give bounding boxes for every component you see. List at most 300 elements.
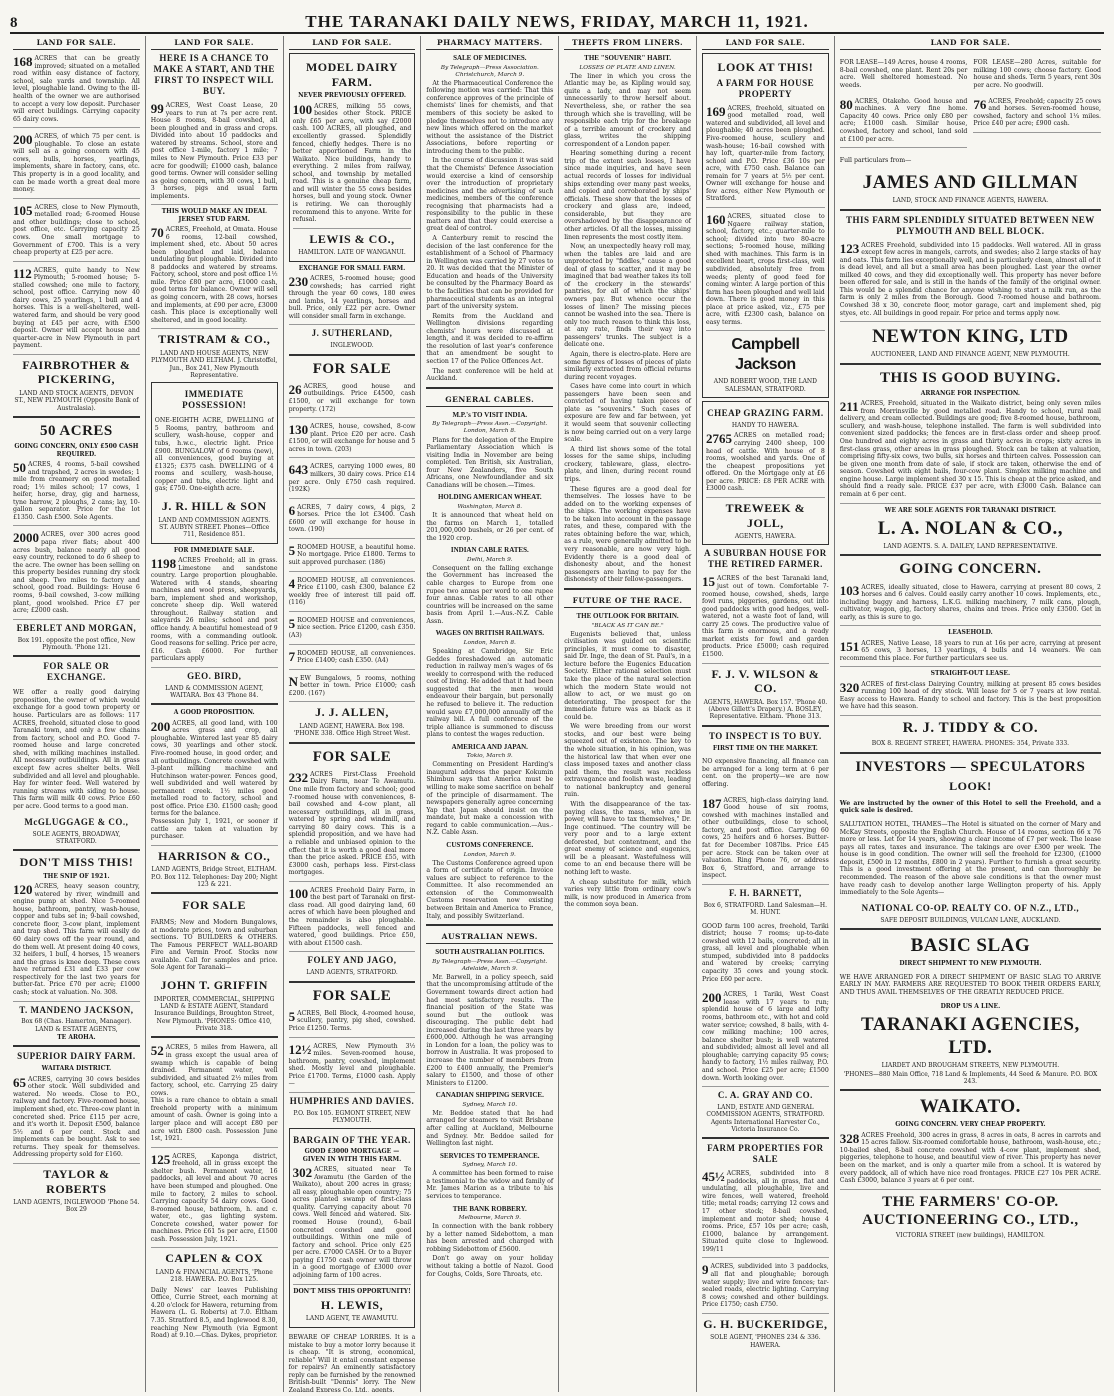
ad-acre-number: 169 xyxy=(705,103,726,119)
agent-name: TREWEEK & JOLL, xyxy=(725,500,806,530)
ad-acre-number: 230 xyxy=(288,273,309,289)
ad-acre-number: 200 xyxy=(150,718,171,734)
ad-text: ACRES, 7 dairy cows, 4 pigs, 2 horses. Price the lot £3400. Cash £600 or will exchange for house in town. (190) xyxy=(288,503,416,534)
section-header: LAND FOR SALE. xyxy=(702,36,829,50)
subheading: FIRST TIME ON THE MARKET. xyxy=(712,744,818,752)
ad-item xyxy=(289,421,416,458)
ad-text: ACRES, carrying 1000 ewes, 80 milkers, 30 dairy cows. Price £14 per acre. Only £750 cash required. (192K) xyxy=(288,463,416,494)
ad-100-acres xyxy=(293,101,412,229)
subheading: FOR SALE OR EXCHANGE. xyxy=(43,661,110,683)
article-subheading: "BLACK AS IT CAN BE." xyxy=(591,622,664,629)
ad-acre-number: 125 xyxy=(150,1151,171,1167)
heading: INVESTORS — SPECULATORS xyxy=(855,758,1086,775)
ad-151-acres xyxy=(840,638,1101,668)
ad-99-acres xyxy=(151,100,278,205)
agent-details: Box 6, STRATFORD. Land Salesman—H. M. HUNT. xyxy=(703,901,828,917)
agent-name: J. SUTHERLAND, xyxy=(311,328,393,339)
article-heading: HOLDING AMERICAN WHEAT. xyxy=(437,493,542,502)
ad-item xyxy=(289,461,416,498)
agent-details: Box 68 (Chas. Hamerton, Manager). LAND & ESTATE AGENTS, xyxy=(21,1018,132,1033)
divider xyxy=(564,588,691,590)
agent-details: SAFE DEPOSIT BUILDINGS, VULCAN LANE, AUCKLAND. xyxy=(880,916,1061,924)
divider xyxy=(840,1089,1101,1091)
agent-details: LAND AGENTS, STRATFORD. xyxy=(306,969,398,977)
divider xyxy=(840,554,1101,556)
heading: THIS FARM SPLENDIDLY SITUATED BETWEEN NEW PLYMOUTH AND BELL BLOCK. xyxy=(845,214,1095,236)
ad-text: ACRES, Otakeho. Good house and machines. A very fine home. Capacity 40 cows. Price only £80 per acre; £1000 cash. Similar house, cowshed, factory and school, land sold at £100 per acre. xyxy=(839,97,968,143)
agent-details: AND ROBERT WOOD, THE LAND SALESMAN, STRATFORD. xyxy=(713,378,817,393)
article-heading: THE OUTLOOK FOR BRITAIN. xyxy=(576,612,679,620)
heading: THIS IS GOOD BUYING. xyxy=(879,369,1061,386)
agent-name: LEWIS & CO., xyxy=(309,231,395,246)
subheading: THE SNIP OF 1921. xyxy=(43,872,110,880)
subheading: GOING CONCERN, ONLY £500 CASH REQUIRED. xyxy=(14,443,139,458)
ad-acre-number: 5 xyxy=(288,1008,296,1024)
subheading: THIS WOULD MAKE AN IDEAL JERSEY STUD FARM. xyxy=(161,208,267,223)
agent-name: HUMPHRIES AND DAVIES. xyxy=(289,1095,415,1106)
ad-text: ACRES First-Class Freehold Dairy Farm, near Te Awamutu. One mile from factory and school; good 7-roomed house with conveniences, 8-bail cowshed and 4-cow plant, all necessary outbuildings, all in grass, watered by spring and windmill, and carrying 80 dairy cows. This is a splendid proposition, and we have had a reliable and unbiased opinion to the effect that it is worth a good deal more than the price asked. PRICE £55, with £3000 cash, perhaps less. First-class mortgages. xyxy=(288,770,416,877)
agent-details: HAMILTON. LATE OF WANGANUI. xyxy=(298,249,406,257)
section-header: LAND FOR SALE. xyxy=(151,36,278,50)
ad-text: FOR LEASE—280 Acres, suitable for milking 100 cows; choose factory. Good house and sheds. Term 5 years, rent 30s per acre. No goodwill. xyxy=(973,59,1101,90)
ad-text: ACRES Freehold, subdivided into 15 paddocks. Well watered. All in grass except few acres in mangels, carrots, and swedes; also 2 large stacks of hay and oats. This farm lies exceptionally well, and is particularly clean, almost all of it is dead level, and all but a small area has been ploughed. Last year the owner milked 40 cows, and they did exceptionally well. This property has never before been offered for sale, and is still in the hands of the family of the original owner. This would be a splendid chance for anyone wishing to start a milk run, as the farm is only 2 miles from the Borough. Good 7-roomed house and bathroom. Cowshed 38 x 30, concrete floor, motor garage, cart and implement shed, pig styes, etc. All buildings in good repair. For price and terms apply now. xyxy=(839,241,1101,317)
article-paragraph: The liner in which you cross the Atlantic may be, as Kipling would say, quite a lady, and may not seem unnecessarily to throw herself about. Nevertheless, she, or rather the sea through which she is travelling, will be responsible each trip for the breakage of a terrible amount of crockery and glass, writes the shipping correspondent of a London paper. xyxy=(564,72,691,148)
ad-acre-number: 187 xyxy=(701,795,722,811)
ad-acre-number: 76 xyxy=(973,96,987,112)
masthead xyxy=(10,6,1104,34)
ad-text: ROOMED HOUSE, a beautiful home. No mortgage. Price £1800. Terms to suit approved purchaser. (186) xyxy=(288,543,416,567)
dateline: London, March 9. xyxy=(463,851,516,858)
article-paragraph: Eugenists believed that, unless civilisation was guided on scientific principles, it must come to disaster, said Dr. Inge, the dean of St. Paul's, in a lecture before the Eugenics Education Society. Either rational selection must take the place of the natural selection which the modern State would not allow to act, or we must go on deteriorating. The prospect for the immediate future was as black as it could be. xyxy=(564,630,691,721)
ad-2765-acres xyxy=(706,430,825,498)
agent-name: G. H. BUCKERIDGE, xyxy=(703,1316,828,1331)
section-header: LAND FOR SALE. xyxy=(840,36,1101,50)
agent-details: LAND AND STOCK AGENTS, DEVON ST., NEW PLYMOUTH (Opposite Bank of Australasia). xyxy=(14,390,139,412)
ad-acre-number: 160 xyxy=(705,212,726,228)
ad-acre-number: 200 xyxy=(13,132,33,148)
article-heading: THE BANK ROBBERY. xyxy=(452,1204,527,1213)
ad-item xyxy=(289,381,416,418)
ad-acre-number: 15 xyxy=(701,574,715,590)
ad-text: FOR LEASE—149 Acres, house 4 rooms, 8-bail cowshed, one plant. Rent 20s per acre. Well sheltered homestead. No weeds. xyxy=(839,59,968,90)
agent-details: IMPORTER, COMMERCIAL, SHIPPING LAND & ESTATE AGENT, Standard Insurance Buildings, Broughton Street, New Plymouth. 'PHONES: Office 410, Private 318. xyxy=(153,995,275,1033)
heading: FOR SALE xyxy=(312,360,392,377)
ad-text: WE offer a really good dairying proposition, the owner of which would exchange for a good town property or house. Particulars are as follows: 117 ACRES, freehold, situated close to good Taranaki town, and only a few chains from factory, school and P.O. Good 7-roomed house and large concreted shed, with milking machines installed. All necessary outbuildings. All in grass except few acres shelter belts. Well subdivided and all level and ploughable. Hay for winter feed. Well watered by running streams with siding to house. This farm will milk 40 cows. Price £60 per acre. Good terms to a good man. xyxy=(13,689,140,810)
ad-text: ACRES, 1 Tariki, West Coast lease with 17 years to run; splendid house of 6 large and lofty rooms, bathroom etc., with hot and cold water service; cowshed, 8 bails, with 4-cow milking machine; 100 acres, balance shelter bush; is well watered and subdivided; almost all level and all ploughable; carrying capacity 95 cows; handy to factory, 1½ miles railway, P.O. and school. Price £25 per acre; £1500 down. Worth looking over. xyxy=(701,991,829,1082)
ad-acre-number: 2000 xyxy=(13,530,39,546)
ad-acre-number: 211 xyxy=(839,399,859,415)
ad-text: ACRES, Kaponga district, freehold, all in grass except the shelter bush. Permanent water, 16 paddocks, all level and about 70 acres have been stumped and ploughed. One mile to factory, 2 miles to school. Carrying capacity 54 dairy cows. Good 8-roomed house, bathroom, h. and c. water, etc., gas lighting system. Concrete cowshed, water power for machines. Price £61 5s per acre, £1500 cash. Possession July, 1921. xyxy=(150,1152,278,1243)
ad-acre-number: 80 xyxy=(839,96,853,112)
article-paragraph: Again, there is electro-plate. Here are some figures of losses of pieces of plate similarly extracted from official returns during recent voyages. xyxy=(564,350,691,381)
agent-name: TAYLOR & ROBERTS xyxy=(43,1166,110,1196)
article-title: AUSTRALIAN NEWS. xyxy=(426,930,553,944)
article-paragraph: Cases have come into court in which passengers have been seen and convicted of having taken pieces of plate as "souvenirs." Such cases of exposure are few and far between, yet it would seem that souvenir collecting is now being carried out on a very large scale. xyxy=(564,383,691,444)
agent-name: JAMES AND GILLMAN xyxy=(862,172,1079,194)
divider xyxy=(702,1137,829,1139)
ad-text: GOOD farm 100 acres, freehold, Tariki district; house 7 rooms; up-to-date cowshed with 12 bails, concreted; all in grass, all level and ploughable when stumped, subdivided into 8 paddocks and watered by creeks; carrying capacity 35 cows and young stock. Price £60 per acre. xyxy=(701,922,829,983)
ad-text: ACRES, 4 rooms, 5-bail cowshed and trapshed, 2 acres in swedes; 1 mile from creamery on good metalled road; 1½ miles school; 17 cows, 1 heifer, horse, dray, gig and harness, tyne harrow, 2 ploughs, 2 cans; lay, 10-gallon separator. Price for the lot £1350. Cash £500. Sole Agents. xyxy=(13,460,140,521)
divider xyxy=(151,703,278,705)
heading: BASIC SLAG xyxy=(910,935,1031,957)
agent-details: LAND, STOCK AND FINANCE AGENTS, HAWERA. xyxy=(892,197,1049,205)
agent-name: R. J. TIDDY & CO. xyxy=(902,720,1039,736)
ad-123-acres xyxy=(840,240,1101,323)
divider xyxy=(13,849,140,851)
ad-112-acres xyxy=(13,265,140,355)
agent-details: BOX 8. REGENT STREET, HAWERA. PHONES: 354, Private 333. xyxy=(871,740,1070,748)
agent-details: LAND AGENTS. S. A. DAILEY, LAND REPRESENTATIVE. xyxy=(883,543,1058,551)
divider xyxy=(13,655,140,657)
article-paragraph: The Customs Conference agreed upon a form of certificate of origin. Invoice values are subject to reference to the Committee. It also recommended an extension of the Commonwealth Customs reservation now existing between Britain and America to France, Italy, and possibly Switzerland. xyxy=(426,859,554,920)
ad-text: ACRES, subdivided into 3 paddocks, all flat and ploughable; borough water supply; live and wire fences; tar-sealed roads, electric lighting. Carrying 8 cows; cowshed and other buildings. Price £1750; cash £750. xyxy=(701,1263,829,1309)
dateline: Washington, March 8. xyxy=(457,504,523,510)
subheading: LOOK! xyxy=(949,778,992,793)
ad-acre-number: 105 xyxy=(13,202,33,218)
heading: FOR SALE xyxy=(182,898,247,913)
divider xyxy=(289,742,416,744)
heading: TO INSPECT IS TO BUY. xyxy=(708,730,822,741)
agent-details: LIARDET AND BROUGHAM STREETS, NEW PLYMOUTH. xyxy=(881,1062,1060,1070)
heading: WAIKATO. xyxy=(919,1096,1021,1118)
page-number: 8 xyxy=(10,15,18,31)
ad-9-acres xyxy=(702,1261,829,1313)
heading: FARM PROPERTIES FOR SALE xyxy=(707,1143,824,1165)
subheading: DIRECT SHIPMENT TO NEW PLYMOUTH. xyxy=(899,960,1042,968)
ad-52-acres xyxy=(151,1042,278,1147)
agent-name: FAIRBROTHER & PICKERING, xyxy=(22,357,131,387)
ad-12-acres xyxy=(289,1041,416,1093)
ad-text: Full particulars from— xyxy=(839,157,912,165)
article-paragraph: With the disappearance of the tax-paying class, the mass, who are in power, will have to tax themselves," Dr. Inge continued. "The country will be very poor and to a large extent deforested, but contentment, and the great enemy of science and eugenics, will be a pleasant. Wastefulness will come to an end because there will be nothing left to waste. xyxy=(564,800,691,877)
article-heading: WAGES ON BRITISH RAILWAYS. xyxy=(435,629,544,638)
heading: DON'T MISS THIS! xyxy=(19,855,134,870)
ad-1198-acres xyxy=(151,555,278,668)
heading: FOR SALE xyxy=(312,748,392,765)
heading: BARGAIN OF THE YEAR. xyxy=(293,1134,411,1145)
ad-text: ACRES, ideally situated, close to Hawera, carrying at present 80 cows, 2 horses and 6 calves. Could easily carry another 10 cows. Implements, etc., including buggy and harness, L.K.G. milking machinery, 7 milk cans, plough, cultivator, wagon, gig, factory shares, chains and trees. Price only £3500. Get in early, as this is sure to go. xyxy=(839,583,1101,621)
ad-text: ACRES, carrying 30 cows besides other stock. Well subdivided and watered. No weeds. Close to P.O., railway and factory. Five-roomed house, implement shed, etc. Three-cow plant in concreted shed. Price £115 per acre, and it's worth it. Deposit £500, balance 5½ and 6 per cent. Stock and implements can be bought. Ask to see returns. They speak for themselves. Addressing property sold for £160. xyxy=(13,1075,140,1159)
divider xyxy=(151,892,278,894)
agent-details: P.O. Box 105. EGMONT STREET, NEW PLYMOUTH. xyxy=(293,1109,411,1125)
ad-item xyxy=(289,575,416,612)
ad-2000-acres xyxy=(13,529,140,619)
article-title: THEFTS FROM LINERS. xyxy=(564,36,691,50)
subheading: A FARM FOR HOUSE PROPERTY xyxy=(716,77,815,99)
dateline: Melbourne, March 9. xyxy=(458,1215,521,1222)
subheading: HANDY TO HAWERA. xyxy=(731,422,799,430)
article-paragraph: We were breeding from our worst stocks, and our best were being squeezed out of existence. The key to the whole situation, in his opinion, was the historical law that when ever one class imposed taxes and another class paid them, the result was reckless extravagance and foolish waste, leading to national bankruptcy and general ruin. xyxy=(564,723,691,799)
ad-text: ACRES, Freehold, situated in the Waikato district, being only seven miles from Morrinsville by good metalled road. Handy to school, rural mail delivery, and cream collected. Buildings are good; five 8-roomed house, bathroom, scullery, and wash-house, telephone installed. The farm is well subdivided into convenient sized paddocks; the fences are in first-class order and sheep proof. One hundred and eighty acres in grass and thirty acres in crops; sixty acres in first-class grass, other areas in grass ploughed. Stock can be taken at valuation, comprising fifty-six cows, two bulls, six horses and thirteen calves. Possession can be given one month from date of sale, if stock are taken, otherwise the end of season. Cowshed with eight bails, four-cow plant. Simplex milking machine and engine house. Large implement shed 30 x 15. This is cheap at the price asked, and should find a ready sale. PRICE £37 per acre, with £3000 Cash. Balance can remain at 6 per cent. xyxy=(839,400,1101,498)
ad-text: ACRES Freehold; all in grass. Limestone and sandstone country. Large proportion ploughable. Watered with 4 stands, shearing machines and wool press, sheepyards, barn, implement shed and workshop, concrete sheep dip. Well watered throughout. Railway station and saleyards 26 miles; school and post office handy. A beautiful homestead of 9 rooms, with a commanding outlook. Good reasons for selling. Price per acre, £16. Cash £6000. For further particulars apply xyxy=(150,556,278,663)
ad-text: ACRES of first-class Dairying Country, milking at present 85 cows besides running 100 head of dry stock. Will lease for 5 or 7 years at low rental. Easy access to Hawera. Handy to school and factory. This is the best proposition we have had this season. xyxy=(839,680,1101,711)
article-paragraph: A third list shows some of the total losses for the same ships, including crockery, tableware, glass, electro-plate, and linen, during recent round trips. xyxy=(564,445,691,483)
ad-text: ACRES, Native Lease, 18 years to run at 16s per acre, carrying at present 65 cows, 3 horses, 13 yearlings, 4 bulls and 14 weaners. We can recommend this place. For further particulars see us. xyxy=(839,639,1101,662)
divider xyxy=(151,1036,278,1038)
ad-item xyxy=(289,648,416,670)
ad-acre-number: 643 xyxy=(288,462,309,478)
ad-acre-number: 151 xyxy=(839,638,860,654)
agent-name: NATIONAL CO-OP. REALTY CO. OF N.Z., LTD., xyxy=(861,902,1080,913)
columns xyxy=(8,36,1106,1392)
ad-acre-number: 123 xyxy=(839,240,860,256)
column-5 xyxy=(559,36,697,1392)
article-heading: INDIAN CABLE RATES. xyxy=(450,546,529,555)
agent-name: F. J. V. WILSON & CO. xyxy=(711,666,820,696)
ad-acre-number: 4 xyxy=(288,575,296,591)
ad-acre-number: 302 xyxy=(292,1165,313,1181)
article-paragraph: In connection with the bank robbery by a letter named Sidebottom, a man has been arrested and charged with robbing Sidebottom of £5600. xyxy=(426,1223,554,1253)
ad-text: ACRES Freehold, 300 acres in grass, 8 acres in oats, 8 acres in carrots and 15 acres fallow. Six-roomed comfortable house, bathroom, wash-house, etc.; 10-bailed shed, 8-bail concrete cowshed with 4-cow plant, implement shed, piggeries, telephone to house, and beautiful view of river. This property has never been on the market, and is only a quarter mile from a school. It is watered by every paddock, all of which have nice road frontages. PRICE £27 10s PER ACRE. Cash £3000, balance 3 years at 6 per cent. xyxy=(839,1131,1101,1185)
agent-details: AGENTS, HAWERA. xyxy=(734,533,796,541)
ad-328-acres xyxy=(840,1130,1101,1190)
ad-acre-number: 52 xyxy=(150,1043,164,1059)
divider xyxy=(702,725,829,727)
ad-text: ACRES, 5 miles from Hawera, all in grass except the usual area of swamp which is capable of being drained. Permanent water, well subdivided, and situated 2½ miles from factory, school, etc. Carrying 25 dairy cows. xyxy=(150,1044,278,1097)
dateline: By Telegraph—Press Assn.—Copyright. Adelaide, March 9. xyxy=(432,958,548,972)
agent-details: LAND & FINANCIAL AGENTS, 'Phone 218. HAWERA. P.O. Box 125. xyxy=(155,1269,273,1284)
ad-text: ACRES, of which 75 per cent. is ploughable. To close an estate will sell as a going concern with 45 cows, bulls, horses, yearlings, implements, share in factory, cans, etc. This property is in a good locality, and can be made worth a great deal more money. xyxy=(13,133,140,194)
ad-text: This is a rare chance to obtain a small freehold property with a minimum amount of cash. Owner is going into a larger place and will accept £80 per acre with £800 cash. Possession June 1st, 1921. xyxy=(150,1097,278,1143)
divider xyxy=(840,209,1101,211)
agent-name: GEO. BIRD, xyxy=(187,670,242,681)
ad-text: ROOMED HOUSE, all conveniences. Price £1100, cash £300, balance £2 weekly free of interest till paid off. (116) xyxy=(288,576,416,607)
immediate-possession-box xyxy=(151,382,278,544)
ad-232-acres xyxy=(289,769,416,882)
article-heading: CANADIAN SHIPPING SERVICE. xyxy=(435,1091,544,1100)
ad-acre-number: 5 xyxy=(288,542,296,558)
article-title: GENERAL CABLES. xyxy=(426,393,553,407)
article-paragraph: At the Pharmaceutical Conference the following motion was carried: That this conference approves of the principle of chemists' lines for chemists, and that members of this society be asked to pledge themselves not to introduce any new lines which offered on the market without the assistance of the District Associations, before reporting or introducing them to the public. xyxy=(426,79,554,155)
ad-item xyxy=(289,542,416,572)
ad-acre-number: 2765 xyxy=(705,431,732,447)
ad-text: ACRES, 5-roomed house; good cowsheds; has carried right through the year 60 cows, 180 ewes and lambs, 14 yearlings, horses and bull. Price, only £22 per acre. Owner will consider small farm in exchange. xyxy=(288,274,416,320)
heading: GOING CONCERN. xyxy=(899,561,1042,578)
heading: A SUBURBAN HOUSE FOR THE RETIRED FARMER. xyxy=(703,548,827,570)
ad-text: WE HAVE ARRANGED FOR A DIRECT SHIPMENT OF BASIC SLAG TO ARRIVE EARLY IN MAY. FARMERS ARE REQUESTED TO BOOK THEIR ORDERS EARLY, AND THUS AVAIL THEMSELVES OF THE GREATLY REDUCED PRICE. xyxy=(839,973,1101,996)
agent-name: THE FARMERS' CO-OP. AUCTIONEERING CO., LTD., xyxy=(862,1193,1079,1228)
article-paragraph: Mr. Barwell, in a policy speech, said that the uncompromising attitude of the Government towards direct action had had most satisfactory results. The financial position of the State was sound but the outlook was discouraging. The public debt had increased during the last three years by £600,000. Although he was arranging in London for a loan, the policy was to borrow in Australia. It was proposed to increase the number of members from £200 to £400 annually, the Premier's salary to £1500, and those of other Ministers to £1200. xyxy=(426,973,554,1087)
article-paragraph: In the course of discussion it was said that the Chemists' Defence Association would exercise a kind of censorship over the introduction of proprietary medicines and the advertising of such medicines, members of the conference recognising that pharmacists had a responsibility to the public in these matters and that they could exercise a great deal of control. xyxy=(426,157,554,233)
ad-65-acres xyxy=(13,1074,140,1164)
article-paragraph: A committee has been formed to raise a testimonial to the widow and family of Mr. James Marion as a tribute to his services to temperance. xyxy=(426,1170,554,1200)
heading: HERE IS A CHANCE TO MAKE A START, AND THE FIRST TO INSPECT WILL BUY. xyxy=(153,53,275,97)
article-paragraph: Mr. Beddoe stated that he had arranged for steamers to visit Brisbane after calling at Auckland, Melbourne and Sydney. Mr. Beddoe sailed for Wellington last night. xyxy=(426,1109,554,1148)
subheading: ARRANGE FOR INSPECTION. xyxy=(920,389,1021,397)
agent-name: McGLUGGAGE & CO., xyxy=(24,816,129,827)
article-paragraph: It is announced that wheat held on the farms on March 1, totalled 201,000,000 bushels, or 26 per cent. of the 1920 crop. xyxy=(426,512,554,542)
divider xyxy=(426,387,553,389)
ad-80-acres xyxy=(840,96,968,148)
article-heading: THE "SOUVENIR" HABIT. xyxy=(584,54,671,63)
article-heading: CUSTOMS CONFERENCE. xyxy=(446,840,534,849)
heading: IMMEDIATE POSSESSION! xyxy=(182,389,247,411)
heading: MODEL DAIRY FARM. xyxy=(305,60,399,89)
dateline: Sydney, March 10. xyxy=(462,1101,518,1108)
article-paragraph: Plans for the delegation of the Empire Parliamentary Association which is visiting India in November are being completed. Ten British, six Australian, four New Zealanders, five South Africans, one Newfoundlander and six Canadians will be chosen.—Times. xyxy=(426,436,554,489)
ad-acre-number: 100 xyxy=(292,101,313,117)
article-title: PHARMACY MATTERS. xyxy=(426,36,553,50)
article-subheading: LOSSES OF PLATE AND LINEN. xyxy=(579,64,676,71)
heading-50-acres: 50 ACRES xyxy=(40,423,113,440)
ad-text: ACRES, Bell Block, 4-roomed house, scullery, pantry, pig shed, cowshed. Price £1250. Terms. xyxy=(288,1009,416,1032)
dateline: Sydney, March 10. xyxy=(462,1162,518,1169)
ad-text: SALUTATION HOTEL, THAMES—The Hotel is situated on the corner of Mary and McKay Streets, opposite the English Church. House of 14 rooms, section 66 x 76 more or less. Let for 14 years, showing a clear income of £7 per week. The lease pays all rates, taxes and insurance. The takings are over £300 per week. The house is in good condition. The owner will sell the freehold for £2300, (£1000 deposit, £500 in 12 months, £800 in 2 years). Further to furnish a great security. This is a good investment offering at the present, and can thoroughly be recommended. The reason of the above sale conditions is that the owner must have ready cash to develop another large Wellington property of his. Apply immediately to the Sole Agents— xyxy=(839,821,1101,897)
lease-row xyxy=(840,53,1101,151)
dateline: By Telegraph—Press Association. Christchurch, March 9. xyxy=(440,64,539,78)
ad-text: ACRES, West Coast Lease, 20 years to run at 7s per acre rent. House 8 rooms, 8-bail cowshed, all been ploughed and in grass and crops. Divided into about 10 paddocks and watered by streams. School, store and post office 1-mile, factory 1 mile; 7 miles to New Plymouth. Price £33 per acre for goodwill; £1000 cash, balance good terms. Owner will consider selling as going concern, with 30 cows, 1 bull, 3 horses, pigs and usual farm implements. xyxy=(150,102,278,200)
ad-acre-number: 45½ xyxy=(701,1169,725,1185)
ad-200-acres xyxy=(702,989,829,1087)
ad-item xyxy=(289,502,416,539)
ad-text: ACRES Freehold Dairy Farm, in the best part of Taranaki on first-class road. All good dairying land, 60 acres of which have been ploughed and the remainder is also ploughable. Fifteen paddocks, well fenced and watered, good buildings. Price £50, with about £1500 cash. xyxy=(288,886,416,947)
article-heading: SALE OF MEDICINES. xyxy=(453,54,527,63)
ad-acre-number: 320 xyxy=(839,679,860,695)
section-header: LAND FOR SALE. xyxy=(289,36,416,50)
agent-name: T. MANDENO JACKSON, xyxy=(19,1004,134,1015)
subheading: WE ARE SOLE AGENTS FOR TARANAKI DISTRICT. xyxy=(884,506,1057,514)
ad-item xyxy=(289,615,416,645)
agent-details: AGENTS, HAWERA. Box 157. 'Phone 40. (Above Gillett's Drapery.) A. BOSLEY, Representative. Eltham. 'Phone 313. xyxy=(703,698,828,721)
ad-acre-number: 12½ xyxy=(288,1041,312,1057)
agent-name: EBERLET AND MORGAN, xyxy=(16,622,137,633)
agent-name: J. J. ALLEN, xyxy=(315,705,389,720)
article-paragraph: A Canterbury remit to rescind the decision of the last conference for the establishment of a School of Pharmacy in Wellington was carried by 27 votes to 20. It was decided that the Minister of Education and heads of the University be consulted by the Pharmacy Board as to the facilities that can be provided for pharmaceutical students as an integral part of the university system. xyxy=(426,235,554,311)
agent-details: VICTORIA STREET (new buildings), HAMILTON. xyxy=(895,1232,1045,1240)
ad-200-acres xyxy=(13,131,140,199)
ad-acre-number: 7 xyxy=(288,648,296,664)
bargain-box xyxy=(289,1128,416,1328)
ad-text: ROOMED HOUSE, all conveniences. Price £1400; cash £350. (A4) xyxy=(297,649,416,665)
column-1 xyxy=(8,36,146,1392)
divider xyxy=(426,924,553,926)
divider xyxy=(840,928,1101,930)
section-header: LAND FOR SALE. xyxy=(13,36,140,50)
agent-details: SOLE AGENTS, BROADWAY, STRATFORD. xyxy=(32,830,121,845)
ad-211-acres xyxy=(840,398,1101,503)
agent-name: F. H. BARNETT, xyxy=(729,887,802,898)
ad-acre-number: N xyxy=(288,673,298,689)
ad-text: ACRES, Freehold, at Omata. House 6 rooms, 12-bail cowshed, implement shed, etc. About 50 acres been ploughed and laid, balance undulating but ploughable. Divided into 8 paddocks and watered by streams. Factory, school, store and post office 1½ mile. Price £80 per acre, £1000 cash, good terms for balance. Owner will sell as going concern, with 28 cows, horses and implements, at £90 per acre, £3000 cash. This place is exceptionally well sheltered, and in good locality. xyxy=(150,225,278,324)
ad-187-acres xyxy=(702,795,829,885)
ad-text: NO expensive financing, all finance can be arranged for a long term at 6 per cent. on the property—we are now offering. xyxy=(701,758,829,788)
ad-acre-number: 26 xyxy=(288,381,302,397)
ad-text: ACRES, situated near Te Awamutu (the Garden of the Waikato), about 200 acres in grass; all easy, ploughable open country; 75 acres planted swamp of first-class quality. Carrying capacity about 70 cows. Well fenced and watered. Six-roomed House (round), 6-bail concreted cowshed and good outbuildings. Within one mile of factory and school. Price only £25 per acre. £7000 CASH. Or to a Buyer paying £1750 cash owner will throw in a good mortgage of £3000 over adjoining farm of 100 acres. xyxy=(292,1166,412,1279)
ad-text: ACRES, close to New Plymouth, metalled road; 6-roomed House and other buildings; close to school, post office, etc. Carrying capacity 25 cows. One small mortgage to Government of £700. This is a very cheap property at £25 per acre. xyxy=(13,203,140,257)
article-heading: SERVICES TO TEMPERANCE. xyxy=(440,1151,540,1160)
ad-acre-number: 6 xyxy=(288,502,296,518)
ad-acre-number: 99 xyxy=(150,101,164,117)
ad-text: ACRES, New Plymouth 3½ miles. Seven-roomed house, bathroom, pantry, cowshed, implement shed. Mostly level and ploughable. Price £1700. Terms, £1000 cash. Apply— xyxy=(288,1042,416,1088)
agent-details: LAND AGENT, TE AWAMUTU. xyxy=(305,1315,399,1323)
agent-details: LAND AND COMMISSION AGENTS. ST. AUBYN STREET. Phones—Office 711, Residence 851. xyxy=(158,516,271,539)
agent-details: Box 191. opposite the post office, New Plymouth. 'Phone 121. xyxy=(17,636,136,651)
subheading: NEVER PREVIOUSLY OFFERED. xyxy=(298,92,406,100)
lorries-notice: BEWARE OF CHEAP LORRIES. It is a mistake to buy a motor lorry because it is cheap. "It is strong, economical, reliable" Will it entail constant expense for repairs? An eminently satisfactory reply can be furnished by the renowned British-built "Dennis" lorry. The New Zealand Express Co. Ltd., agents. xyxy=(288,1333,416,1392)
agent-details: LAND, ESTATE AND GENERAL COMMISSION AGENTS, STRATFORD. Agents International Harvester Co., Victoria Insurance Co. xyxy=(706,1104,825,1133)
agent-name: NEWTON KING, LTD xyxy=(872,326,1069,348)
dateline: Delhi, March 9. xyxy=(466,556,513,563)
agent-name: H. LEWIS, xyxy=(320,1297,384,1312)
ad-acre-number: 200 xyxy=(701,990,722,1006)
article-paragraph: Consequent on the falling exchange the Government has increased the cable charges to Europe from one rupee two annas per word to one rupee four annas. Cable rates to all other countries will be increased on the same basis from April 1.—Aus.-N.Z. Cable Assn. xyxy=(426,564,554,625)
ad-160-acres xyxy=(706,211,825,331)
ad-text: ACRES, Freehold; capacity 25 cows and horses. Seven-roomed house, cowshed, factory and school 1¼ miles. Price £40 per acre; £900 cash. xyxy=(973,97,1101,128)
column-3 xyxy=(284,36,422,1392)
ad-302-acres xyxy=(293,1164,412,1284)
ad-acre-number: 112 xyxy=(13,265,32,281)
heading: SUPERIOR DAIRY FARM. xyxy=(17,1051,136,1062)
ad-120-acres xyxy=(13,881,140,1001)
motor-notice: Daily News' car leaves Publishing Office, Currie Street, each morning at 4.20 o'clock for Hawera, returning from Hawera (L. G. Roberts) at 7.0. Eltham 7.35. Stratford 8.5, and Inglewood 8.30, reaching New Plymouth (via Egmont Road) at 9.10.—Chas. Dykes, proprietor. xyxy=(150,1286,278,1340)
ad-text: ACRES, all good land, with 100 acres grass and crop, all ploughable. Wintered last year 85 dairy cows, 30 yearlings and other stock. Five-roomed house, in good order, and all outbuildings. Concrete cowshed with 3-plant milking machine and Hutchinson water-power. Fences good, well subdivided and well watered by permanent creek. 1½ miles good metalled road to factory, school and post office. Price £30. £1500 cash; good terms for the balance. xyxy=(150,719,278,818)
agent-name: JOHN T. GRIFFIN xyxy=(160,978,268,993)
ad-text: ACRES, over 300 acres good papa river flats; about 400 acres bush, balance nearly all good easy country, reckoned to do 6 sheep to the acre. The owner has been selling on this property besides running dry stock and sheep. Two miles to factory and school, good road. Buildings: House 6 rooms, 9-bail cowshed, 3-cow milking plant, good woolshed. Price £7 per acre; £2000 cash. xyxy=(13,531,140,615)
agent-place: TE AROHA. xyxy=(57,1034,96,1042)
divider xyxy=(289,981,416,983)
heading: FOR SALE xyxy=(312,987,392,1004)
ad-320-acres xyxy=(840,679,1101,716)
ad-text: ACRES of the best Taranaki land, just out of town. Comfortable 7-roomed house, cowshed, sheds, large fowl runs, piggeries, gardens, out into good paddocks with good hedges, well-watered, not a waste foot of land, will carry 25 cows. The productive value of this farm is enormous, and a ready market exists for fowl and garden products. Price £5000; cash required £1500. xyxy=(701,575,829,659)
ad-acre-number: 50 xyxy=(13,459,26,475)
article-paragraph: Speaking at Cambridge, Sir Eric Geddes foreshadowed an automatic reduction in railway men's wages of 6s weekly to correspond with the reduced cost of living. He added that it had been suggested that the men would endeavour their bargain, but personally he refused to believe it. The reduction would save £7,000,000 annually off the railway bill. A full conference of the triple alliance is summoned to discuss plans to contest the wages reduction. xyxy=(426,648,554,739)
subheading: DROP US A LINE. xyxy=(940,1002,1001,1010)
ad-text: ONE-EIGHTH ACRE, DWELLING of 5 Rooms, pantry, bathroom and scullery, wash-house, copper and tubs, h.w.c., electric light. Price £900. BUNGALOW of 6 rooms (new), all conveniences, good buying at £1325; £375 cash. DWELLING of 4 rooms and scullery, wash-house, copper and tubs, electric light and gas; £750. One-eighth acre. xyxy=(154,417,274,493)
ad-5-acres xyxy=(289,1008,416,1038)
ad-169-acres xyxy=(706,103,825,208)
ad-text: ACRES, house, cowshed, 8-cow plant. Price £20 per acre. Cash £1500, or will exchange for house and 5 acres in town. (203) xyxy=(288,423,416,453)
subheading: A GOOD PROPOSITION. xyxy=(173,709,255,717)
ad-45-acres xyxy=(702,1168,829,1258)
ad-acre-number: 70 xyxy=(150,224,164,240)
ad-acre-number: 232 xyxy=(288,769,309,785)
agent-name: FOLEY AND JAGO, xyxy=(307,955,397,966)
ad-text: ACRES, quite handy to New Plymouth; 5-roomed house; 5-stalled cowshed; one mile to factory, school, post office. Carrying now 40 dairy cows, 25 yearlings, 1 bull and 4 horses. This is a well-sheltered, well-watered farm, and should be very good buying at £45 per acre, with £500 deposit. Owner will accept house and quarter-acre in New Plymouth in part payment. xyxy=(13,266,140,350)
subheading: LEASEHOLD. xyxy=(948,629,993,637)
divider xyxy=(840,752,1101,754)
ad-50-acres xyxy=(13,459,140,527)
agent-name: J. R. HILL & SON xyxy=(161,499,267,514)
article-heading: SOUTH AUSTRALIAN POLITICS. xyxy=(435,948,545,957)
agent-name: Campbell Jackson xyxy=(731,336,800,373)
article-paragraph: Remits from the Auckland and Wellington divisions regarding chemists' hours were discussed at length, and it was decided to re-affirm the resolution of last year's conference that an amendment be sought to section 17 of the Police Offences Act. xyxy=(426,312,554,366)
ad-item xyxy=(289,673,416,703)
ad-acre-number: 9 xyxy=(701,1262,709,1278)
ad-100-acres xyxy=(289,885,416,953)
ad-230-acres xyxy=(289,273,416,325)
agent-name: C. A. GRAY AND CO. xyxy=(717,1090,813,1101)
ad-text: ACRES on metalled road; carrying 2400 sheep, 100 head of cattle. With house of 8 rooms, woolshed and yards. One of the cheapest propositions yet offered. On the Mortgage only at £6 per acre. PRICE: £8 PER ACRE with £3000 cash. xyxy=(705,432,825,493)
ad-text: ACRES that can be greatly improved; situated on a metalled road within easy distance of factory, school, sale yards and township. All level, ploughable land. Owing to the ill-health of the owner we are authorised to accept a very low deposit. Purchaser will erect buildings. Carrying capacity 65 dairy cows. xyxy=(13,55,140,123)
agent-details: LAND AND HOUSE AGENTS, NEW PLYMOUTH AND ELTHAM. J. Christoffel, Jun., Box 241, New Plymouth Representative. xyxy=(151,349,278,379)
heading: LOOK AT THIS! xyxy=(717,60,814,75)
ad-103-acres xyxy=(840,582,1101,627)
look-at-this-box xyxy=(702,53,829,398)
subheading: GOING CONCERN. VERY CHEAP PROPERTY. xyxy=(895,1121,1046,1129)
agent-name: TRISTRAM & CO., xyxy=(158,332,271,347)
model-dairy-farm-box xyxy=(289,53,416,262)
article-title: FUTURE OF THE RACE. xyxy=(564,594,691,608)
column-2 xyxy=(146,36,284,1392)
column-4 xyxy=(421,36,559,1392)
ad-text: ACRES, freehold, situated on good metalled road, well watered and subdivided, all level and ploughable; 40 acres been ploughed. Five-roomed house, scullery and wash-house; 16-bail cowshed with hay loft, quarter-mile from factory, school and P.O. Price £36 10s per acre, with £750 cash. Balance can remain for 7 years at 5½ per cent. Owner will exchange for house and few acres, either New Plymouth or Stratford. xyxy=(705,104,825,203)
ad-text: ACRES, high-class dairying land. Good house of six rooms, cowshed with machines installed and other outbuildings, close to school, factory, and post office. Carrying 60 cows, 25 heifers and 6 horses. Butter-fat for December 1087lbs. Price £45 per acre. Stock can be taken over at valuation. Ring Phone 76, or address Box 6, Stratford, and arrange to inspect. xyxy=(701,796,829,880)
article-paragraph: These figures are a good deal for themselves. The losses have to be added on to the working expenses of the ships. The working expenses have to be taken into account in the passage rates, and these, compared with the rates obtaining before the war, which, as a rule, were generally admitted to be very reasonable, are now very high. Evidently there is a good deal of dishonesty about, and the honest passengers are having to pay for the dishonesty of their fellow-passengers. xyxy=(564,485,691,584)
agent-name: TARANAKI AGENCIES, LTD. xyxy=(861,1013,1080,1059)
ad-text: ROOMED HOUSE and conveniences, nice section. Price £1200, cash £350. (A3) xyxy=(288,616,416,639)
article-paragraph: Commenting on President Harding's inaugural address the paper Kokumin Shimbun says that America must be willing to make some sacrifice on behalf of the principle of disarmament. The newspapers generally agree concerning Yap that Japan should insist on the mandate, but make a concession with regard to cable communication.—Aus.-N.Z. Cable Assn. xyxy=(426,761,554,837)
agent-details: LAND AGENTS, INGLEWOOD 'Phone 54. Box 29 xyxy=(13,1199,140,1214)
